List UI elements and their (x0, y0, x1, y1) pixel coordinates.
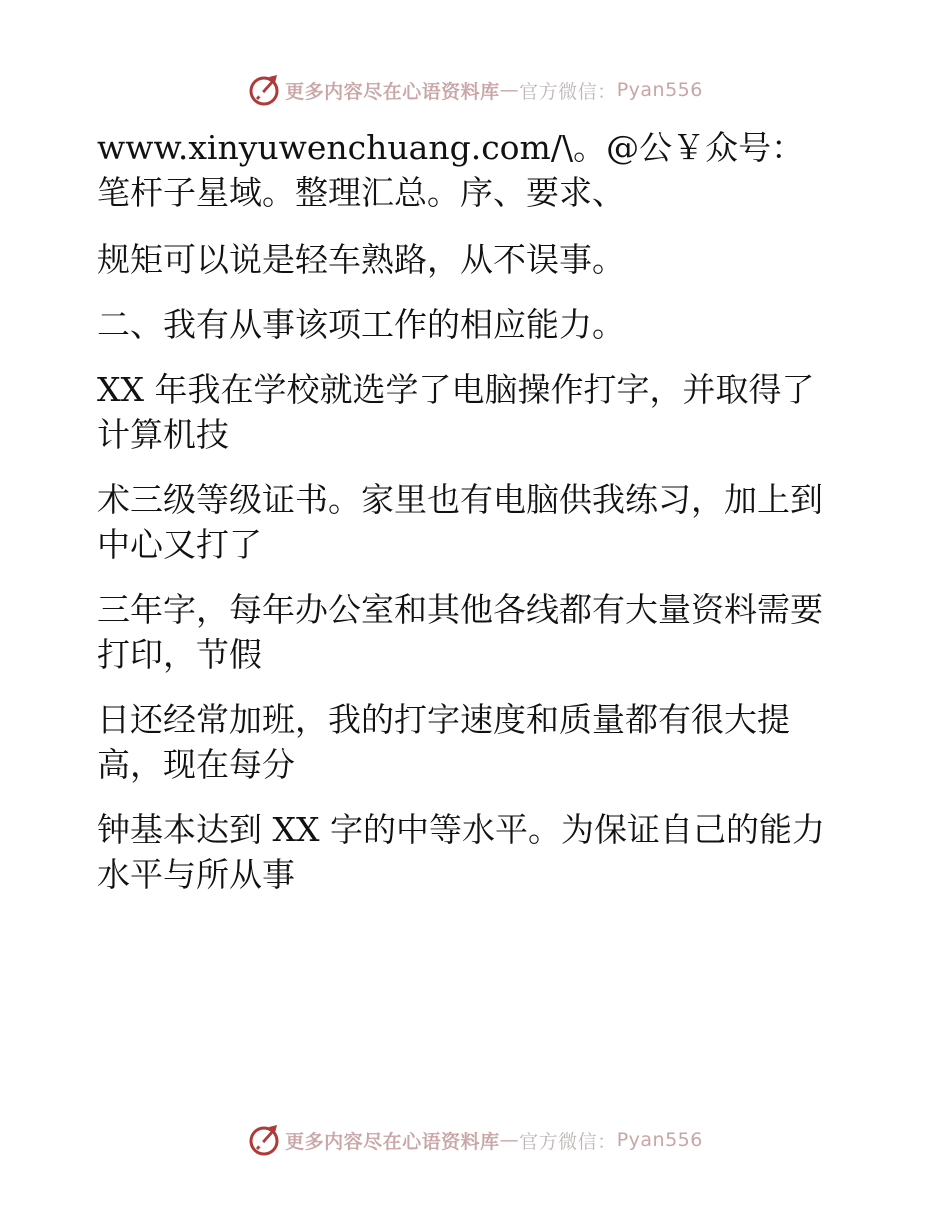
watermark-title: 更多内容尽在心语资料库 (285, 1130, 500, 1153)
header-watermark (0, 70, 950, 110)
paragraph-4: XX 年我在学校就选学了电脑操作打字，并取得了计算机技 (97, 370, 815, 454)
quill-logo-icon (247, 1123, 281, 1157)
watermark-official-label: 官方微信： (519, 80, 617, 103)
watermark-wechat-id: Pyan556 (616, 1129, 703, 1151)
paragraph-7: 日还经常加班，我的打字速度和质量都有很大提高，现在每分 (97, 700, 790, 784)
paragraph-8: 钟基本达到 XX 字的中等水平。为保证自己的能力水平与所从事 (97, 810, 825, 894)
watermark-dash: — (499, 79, 520, 101)
quill-logo-icon (247, 73, 281, 107)
watermark-wechat-id: Pyan556 (616, 79, 703, 101)
watermark-official-label: 官方微信： (519, 1130, 617, 1153)
paragraph-6: 三年字，每年办公室和其他各线都有大量资料需要打印，节假 (97, 590, 823, 674)
paragraph-2: 规矩可以说是轻车熟路，从不误事。 (97, 240, 625, 279)
paragraph-3: 二、我有从事该项工作的相应能力。 (97, 305, 625, 344)
watermark-dash: — (499, 1129, 520, 1151)
watermark-title: 更多内容尽在心语资料库 (285, 80, 500, 103)
footer-watermark (0, 1120, 950, 1160)
paragraph-5: 术三级等级证书。家里也有电脑供我练习，加上到中心又打了 (97, 480, 823, 564)
document-body (97, 125, 837, 917)
paragraph-1: www.xinyuwenchuang.com/\。@公￥众号：笔杆子星域。整理汇总。序、要求、 (97, 128, 805, 212)
